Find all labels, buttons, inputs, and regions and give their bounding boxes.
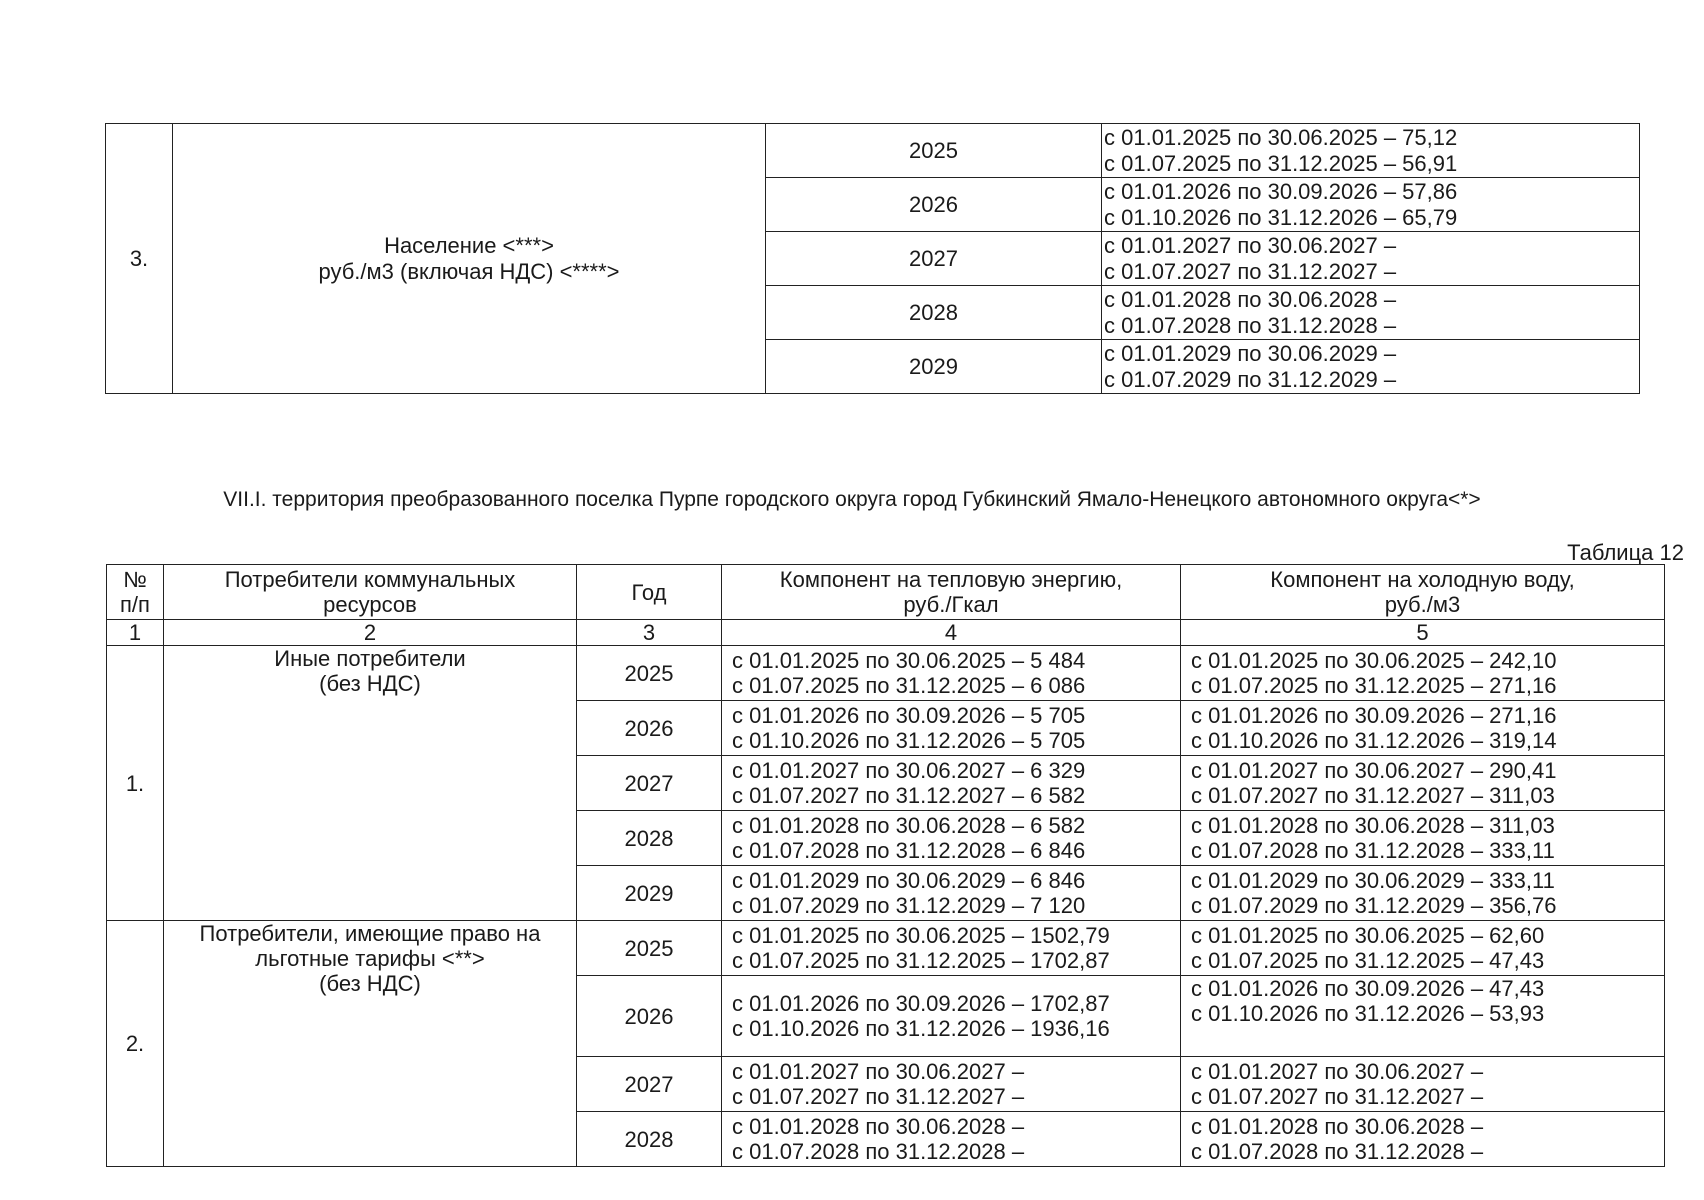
period-value: с 01.10.2026 по 31.12.2026 – 5 705 <box>732 728 1086 753</box>
year-cell: 2027 <box>577 1057 722 1112</box>
column-number-row <box>107 620 1665 646</box>
heat-tariff-cell <box>722 811 1181 866</box>
heat-tariff-cell <box>722 976 1181 1057</box>
period-value: с 01.10.2026 по 31.12.2026 – 65,79 <box>1104 204 1458 230</box>
heat-tariff-cell <box>722 756 1181 811</box>
period-value: с 01.07.2027 по 31.12.2027 – 6 582 <box>732 783 1086 808</box>
period-value: с 01.07.2025 по 31.12.2025 – 6 086 <box>732 673 1086 698</box>
period-value: с 01.07.2029 по 31.12.2029 – <box>1104 366 1397 392</box>
period-value: с 01.07.2027 по 31.12.2027 – <box>1191 1084 1484 1109</box>
period-value: с 01.01.2028 по 30.06.2028 – <box>1104 286 1397 312</box>
table-header-row <box>107 565 1665 620</box>
consumer-label: Иные потребители <box>274 646 466 671</box>
period-value: с 01.07.2029 по 31.12.2029 – 356,76 <box>1191 893 1557 918</box>
header-consumers <box>164 565 577 620</box>
header-text: № <box>123 567 147 592</box>
period-value: с 01.01.2028 по 30.06.2028 – 6 582 <box>732 813 1086 838</box>
period-value: с 01.07.2027 по 31.12.2027 – <box>732 1084 1025 1109</box>
period-value: с 01.07.2025 по 31.12.2025 – 56,91 <box>1104 150 1458 176</box>
year-cell: 2026 <box>577 701 722 756</box>
year-cell: 2025 <box>577 646 722 701</box>
water-tariff-cell <box>1181 756 1665 811</box>
period-value: с 01.01.2025 по 30.06.2025 – 5 484 <box>732 648 1086 673</box>
column-number: 4 <box>722 620 1181 646</box>
water-tariff-cell <box>1181 976 1665 1057</box>
period-value: с 01.01.2025 по 30.06.2025 – 75,12 <box>1104 124 1458 150</box>
consumer-unit: руб./м3 (включая НДС) <****> <box>318 258 620 284</box>
water-tariff-cell <box>1181 921 1665 976</box>
header-text: руб./Гкал <box>903 592 999 617</box>
column-number: 5 <box>1181 620 1665 646</box>
consumer-cell <box>164 646 577 921</box>
tariff-cell <box>1102 286 1640 340</box>
tariff-table-continuation <box>105 123 1640 394</box>
period-value: с 01.10.2026 по 31.12.2026 – 1936,16 <box>732 1016 1110 1041</box>
period-value: с 01.01.2025 по 30.06.2025 – 242,10 <box>1191 648 1557 673</box>
header-year: Год <box>577 565 722 620</box>
column-number: 1 <box>107 620 164 646</box>
period-value: с 01.07.2028 по 31.12.2028 – 333,11 <box>1191 838 1555 863</box>
consumer-label: (без НДС) <box>319 671 421 696</box>
period-value: с 01.01.2028 по 30.06.2028 – <box>1191 1114 1484 1139</box>
water-tariff-cell <box>1181 866 1665 921</box>
year-cell: 2028 <box>577 811 722 866</box>
table-row <box>107 646 1665 701</box>
consumer-label: Население <***> <box>384 232 554 258</box>
water-tariff-cell <box>1181 1112 1665 1167</box>
period-value: с 01.01.2027 по 30.06.2027 – 290,41 <box>1191 758 1557 783</box>
heat-tariff-cell <box>722 1057 1181 1112</box>
period-value: с 01.07.2025 по 31.12.2025 – 1702,87 <box>732 948 1110 973</box>
consumer-cell <box>164 921 577 1167</box>
period-value: с 01.07.2025 по 31.12.2025 – 47,43 <box>1191 948 1545 973</box>
heat-tariff-cell <box>722 1112 1181 1167</box>
tariff-cell <box>1102 124 1640 178</box>
period-value: с 01.01.2028 по 30.06.2028 – 311,03 <box>1191 813 1555 838</box>
column-number: 3 <box>577 620 722 646</box>
period-value: с 01.01.2029 по 30.06.2029 – 6 846 <box>732 868 1086 893</box>
row-number-cell: 2. <box>107 921 164 1167</box>
tariff-cell <box>1102 232 1640 286</box>
period-value: с 01.01.2025 по 30.06.2025 – 1502,79 <box>732 923 1110 948</box>
period-value: с 01.07.2029 по 31.12.2029 – 7 120 <box>732 893 1086 918</box>
heat-tariff-cell <box>722 646 1181 701</box>
header-water-component <box>1181 565 1665 620</box>
water-tariff-cell <box>1181 701 1665 756</box>
year-cell: 2027 <box>766 232 1102 286</box>
period-value: с 01.07.2025 по 31.12.2025 – 271,16 <box>1191 673 1557 698</box>
tariff-table-12 <box>106 564 1665 1167</box>
period-value: с 01.01.2027 по 30.06.2027 – <box>732 1059 1025 1084</box>
period-value: с 01.01.2026 по 30.09.2026 – 47,43 <box>1191 976 1545 1001</box>
column-number: 2 <box>164 620 577 646</box>
period-value: с 01.01.2026 по 30.09.2026 – 57,86 <box>1104 178 1458 204</box>
header-text: п/п <box>120 592 150 617</box>
period-value: с 01.07.2028 по 31.12.2028 – <box>732 1139 1025 1164</box>
water-tariff-cell <box>1181 1057 1665 1112</box>
table-row <box>107 921 1665 976</box>
heat-tariff-cell <box>722 866 1181 921</box>
water-tariff-cell <box>1181 646 1665 701</box>
period-value: с 01.07.2028 по 31.12.2028 – <box>1191 1139 1484 1164</box>
year-cell: 2028 <box>766 286 1102 340</box>
year-cell: 2028 <box>577 1112 722 1167</box>
header-text: руб./м3 <box>1384 592 1461 617</box>
tariff-cell <box>1102 340 1640 394</box>
year-cell: 2027 <box>577 756 722 811</box>
period-value: с 01.10.2026 по 31.12.2026 – 319,14 <box>1191 728 1557 753</box>
period-value: с 01.01.2027 по 30.06.2027 – <box>1104 232 1397 258</box>
row-number-cell: 3. <box>106 124 173 394</box>
water-tariff-cell <box>1181 811 1665 866</box>
year-cell: 2025 <box>577 921 722 976</box>
header-text: Потребители коммунальных <box>224 567 516 592</box>
consumer-label: (без НДС) <box>319 971 421 996</box>
year-cell: 2026 <box>766 178 1102 232</box>
period-value: с 01.01.2025 по 30.06.2025 – 62,60 <box>1191 923 1545 948</box>
year-cell: 2025 <box>766 124 1102 178</box>
header-text: Компонент на холодную воду, <box>1270 567 1575 592</box>
header-heat-component <box>722 565 1181 620</box>
header-number <box>107 565 164 620</box>
header-text: Компонент на тепловую энергию, <box>779 567 1123 592</box>
consumer-label: Потребители, имеющие право на <box>199 921 541 946</box>
year-cell: 2029 <box>766 340 1102 394</box>
period-value: с 01.01.2026 по 30.09.2026 – 5 705 <box>732 703 1086 728</box>
period-value: с 01.01.2026 по 30.09.2026 – 271,16 <box>1191 703 1557 728</box>
period-value: с 01.07.2028 по 31.12.2028 – 6 846 <box>732 838 1086 863</box>
period-value: с 01.10.2026 по 31.12.2026 – 53,93 <box>1191 1001 1545 1026</box>
period-value: с 01.01.2028 по 30.06.2028 – <box>732 1114 1025 1139</box>
period-value: с 01.07.2027 по 31.12.2027 – 311,03 <box>1191 783 1555 808</box>
period-value: с 01.01.2026 по 30.09.2026 – 1702,87 <box>732 991 1110 1016</box>
header-text: ресурсов <box>323 592 417 617</box>
heat-tariff-cell <box>722 921 1181 976</box>
row-number-cell: 1. <box>107 646 164 921</box>
consumer-cell <box>173 124 766 394</box>
period-value: с 01.01.2027 по 30.06.2027 – 6 329 <box>732 758 1086 783</box>
consumer-label: льготные тарифы <**> <box>255 946 485 971</box>
period-value: с 01.01.2027 по 30.06.2027 – <box>1191 1059 1484 1084</box>
period-value: с 01.01.2029 по 30.06.2029 – 333,11 <box>1191 868 1555 893</box>
period-value: с 01.07.2028 по 31.12.2028 – <box>1104 312 1397 338</box>
period-value: с 01.07.2027 по 31.12.2027 – <box>1104 258 1397 284</box>
year-cell: 2029 <box>577 866 722 921</box>
year-cell: 2026 <box>577 976 722 1057</box>
period-value: с 01.01.2029 по 30.06.2029 – <box>1104 340 1397 366</box>
table-label: Таблица 12 <box>1567 540 1684 565</box>
tariff-cell <box>1102 178 1640 232</box>
table-row <box>106 124 1640 178</box>
heat-tariff-cell <box>722 701 1181 756</box>
section-heading: VII.I. территория преобразованного поселка Пурпе городского округа город Губкинский Ямало-Ненецкого автономного округа<*> <box>223 488 1481 511</box>
